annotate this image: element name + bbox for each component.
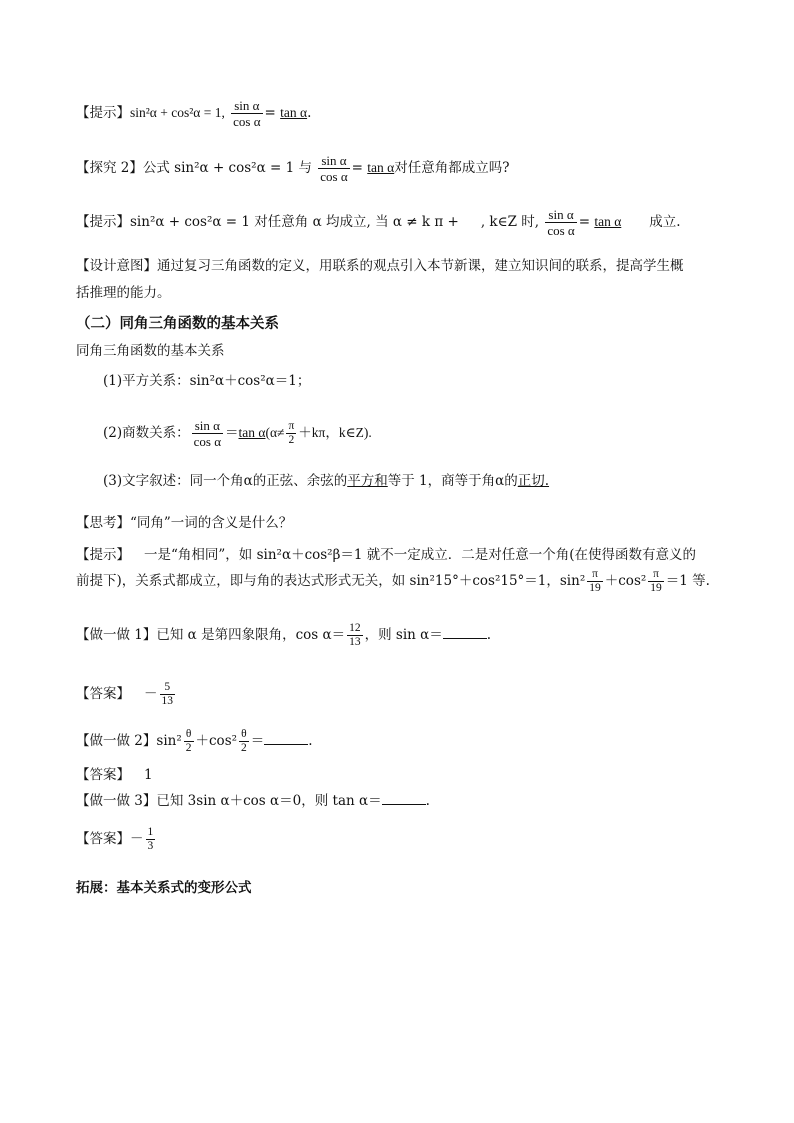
relation-quotient: (2)商数关系： $\frac{\text{sin α}}{\text{cos α}}$ ＝tan α(α≠ $\frac{\pi}{2}$ ＋kπ，k∈Z). <box>103 418 372 449</box>
section-title: （二）同角三角函数的基本关系 <box>76 316 279 332</box>
hint1-label: 【提示】 <box>76 105 130 121</box>
design-intent-line1: 【设计意图】通过复习三角函数的定义，用联系的观点引入本节新课，建立知识间的联系，提高学生概 <box>76 258 684 274</box>
explore2-label: 【探究 2】 <box>76 160 143 176</box>
answer-2: 【答案】 1 <box>76 767 153 783</box>
answer-blank-3[interactable] <box>382 792 426 805</box>
answer-1: 【答案】 － $\frac{5}{13}$ <box>76 681 173 707</box>
answer-blank-2[interactable] <box>264 732 308 745</box>
explore2-line: 【探究 2】公式 sin²α + cos²α = 1 与 $\frac{\text{sin α}}{\text{cos α}}$ = tan α对任意角都成立吗? <box>76 153 510 184</box>
think-line: 【思考】“同角”一词的含义是什么？ <box>76 515 293 531</box>
hint1-line: 【提示】sin²α + cos²α = 1, $\frac{\text{sin α}}{\text{cos α}}$ = tan α. <box>76 98 312 129</box>
relation-square: (1)平方关系：sin²α＋cos²α＝1； <box>103 373 311 389</box>
design-intent-line2: 括推理的能力。 <box>76 285 171 301</box>
hint3-line2: 前提下)，关系式都成立，即与角的表达式形式无关，如 sin²15°＋cos²15°＝1，sin² $\frac{\pi}{19}$ ＋cos² $\frac{\pi}{19}$ ＝1 等. <box>76 568 710 594</box>
hint1-eq: sin²α + cos²α = 1, <box>130 105 225 120</box>
exercise-1: 【做一做 1】已知 α 是第四象限角，cos α＝ $\frac{12}{13}$ ，则 sin α＝ . <box>76 622 492 648</box>
hint1-fraction: $\frac{\text{sin α}}{\text{cos α}}$ <box>233 98 261 129</box>
quotient-fraction: $\frac{\text{sin α}}{\text{cos α}}$ <box>193 418 222 449</box>
pi-over-2-fraction: $\frac{\pi}{2}$ <box>288 420 295 446</box>
extension-title: 拓展：基本关系式的变形公式 <box>76 880 252 896</box>
hint2-label: 【提示】 <box>76 214 130 230</box>
answer-3: 【答案】－ $\frac{1}{3}$ <box>76 826 154 852</box>
exercise-3: 【做一做 3】已知 3sin α＋cos α＝0，则 tan α＝ . <box>76 793 430 809</box>
answer-blank-1[interactable] <box>443 626 487 639</box>
hint2-fraction: $\frac{\text{sin α}}{\text{cos α}}$ <box>547 207 575 238</box>
hint2-line: 【提示】sin²α + cos²α = 1 对任意角 α 均成立, 当 α ≠ k π + , k∈Z 时, $\frac{\text{sin α}}{\text{cos α}}$ = tan α 成立. <box>76 207 681 238</box>
hint3-line1: 【提示】 一是“角相同”，如 sin²α＋cos²β＝1 就不一定成立．二是对任意一个角(在使得函数有意义的 <box>76 547 697 563</box>
explore2-fraction: $\frac{\text{sin α}}{\text{cos α}}$ <box>320 153 348 184</box>
exercise-2: 【做一做 2】sin² $\frac{\theta}{2}$ ＋cos² $\frac{\theta}{2}$ ＝ . <box>76 728 313 754</box>
relation-text: (3)文字叙述：同一个角α的正弦、余弦的平方和等于 1，商等于角α的正切. <box>103 473 550 489</box>
section-subtitle: 同角三角函数的基本关系 <box>76 343 225 359</box>
hint1-tan: tan α <box>280 105 308 120</box>
